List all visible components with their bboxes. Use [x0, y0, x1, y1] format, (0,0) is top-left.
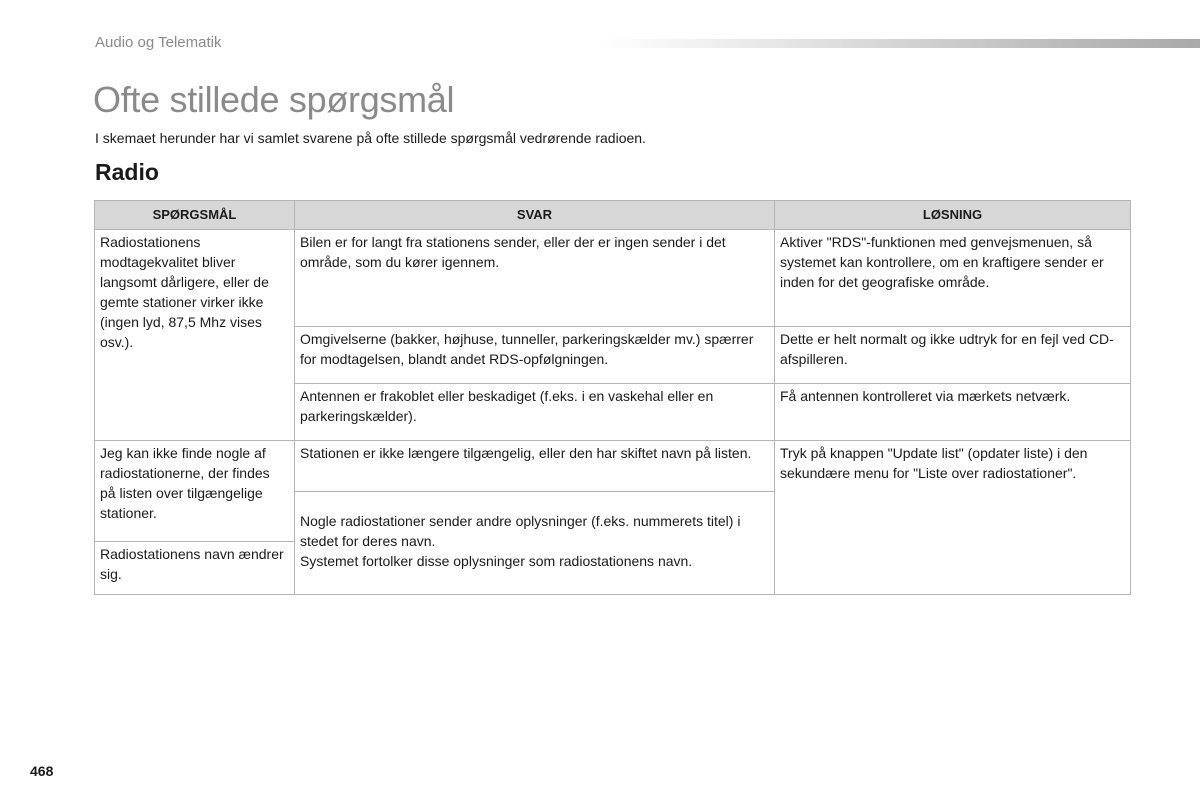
answer-text-line: Systemet fortolker disse oplysninger som radiostationens navn. [300, 553, 693, 569]
question-cell: Jeg kan ikke finde nogle af radiostationerne, der findes på listen over tilgængelige stationer. [95, 441, 295, 542]
table-row [95, 230, 1131, 327]
solution-cell: Dette er helt normalt og ikke udtryk for en fejl ved CD-afspilleren. [775, 327, 1131, 384]
intro-text: I skemaet herunder har vi samlet svarene på ofte stillede spørgsmål vedrørende radioen. [95, 130, 646, 146]
column-header-solution: LØSNING [775, 201, 1131, 230]
column-header-answer: SVAR [295, 201, 775, 230]
header-section-title: Audio og Telematik [95, 34, 222, 51]
question-cell: Radiostationens modtagekvalitet bliver langsomt dårligere, eller de gemte stationer virker ikke (ingen lyd, 87,5 Mhz vises osv.). [95, 230, 295, 441]
answer-cell: Bilen er for langt fra stationens sender, eller der er ingen sender i det område, som du kører igennem. [295, 230, 775, 327]
header-gradient-bar [600, 39, 1200, 48]
answer-cell: Stationen er ikke længere tilgængelig, eller den har skiftet navn på listen. [295, 441, 775, 492]
page-title: Ofte stillede spørgsmål [93, 79, 455, 120]
solution-cell: Aktiver "RDS"-funktionen med genvejsmenuen, så systemet kan kontrollere, om en kraftigere sender er inden for det geografiske område. [775, 230, 1131, 327]
faq-table [94, 200, 1131, 595]
answer-cell: Omgivelserne (bakker, højhuse, tunneller, parkeringskælder mv.) spærrer for modtagelsen, blandt andet RDS-opfølgningen. [295, 327, 775, 384]
answer-cell: Antennen er frakoblet eller beskadiget (f.eks. i en vaskehal eller en parkeringskælder). [295, 384, 775, 441]
table-row [95, 441, 1131, 492]
section-title: Radio [95, 159, 159, 185]
solution-cell: Få antennen kontrolleret via mærkets netværk. [775, 384, 1131, 441]
answer-text-line: Nogle radiostationer sender andre oplysninger (f.eks. nummerets titel) i stedet for deres navn. [300, 513, 741, 549]
question-cell: Radiostationens navn ændrer sig. [95, 542, 295, 595]
solution-cell: Tryk på knappen "Update list" (opdater liste) i den sekundære menu for "Liste over radiostationer". [775, 441, 1131, 595]
column-header-question: SPØRGSMÅL [95, 201, 295, 230]
table-header-row [95, 201, 1131, 230]
answer-cell [295, 492, 775, 595]
page-number: 468 [30, 763, 54, 779]
